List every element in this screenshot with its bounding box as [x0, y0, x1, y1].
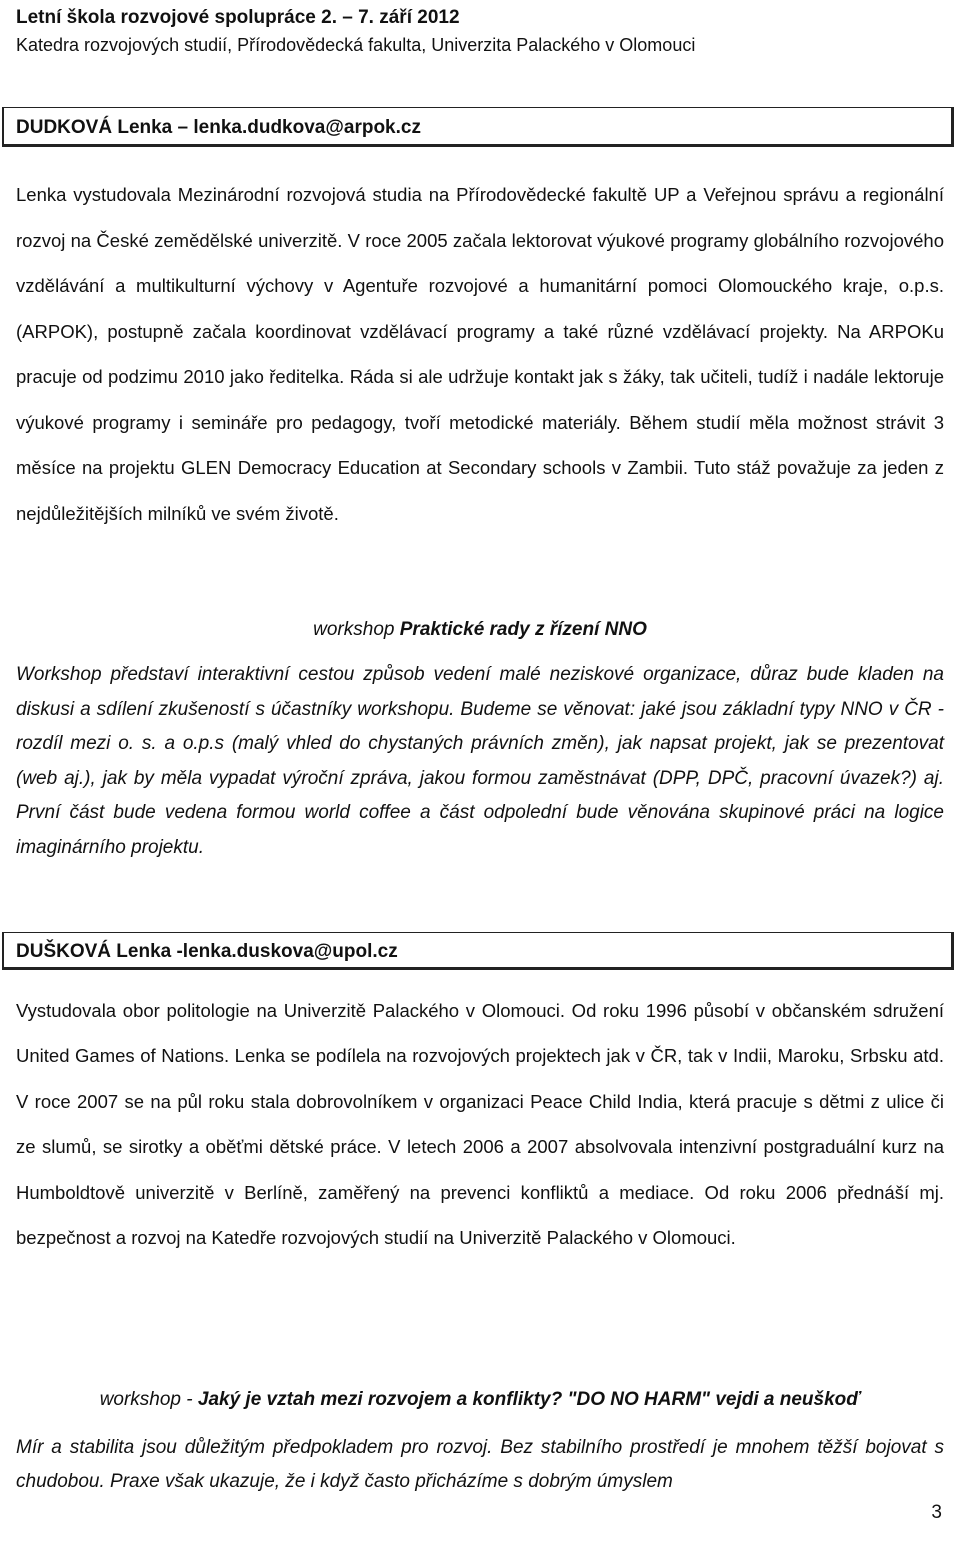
page-header [16, 4, 946, 58]
dudkova-bio [16, 172, 944, 536]
page-number: 3 [931, 1502, 942, 1523]
workshop-1-name: Praktické rady z řízení NNO [399, 619, 647, 640]
workshop-1-title [0, 615, 960, 645]
workshop-2-name: Jaký je vztah mezi rozvojem a konflikty? "DO NO HARM" vejdi a neuškoď [197, 1389, 861, 1410]
institution-line: Katedra rozvojových studií, Přírodovědecká fakulta, Univerzita Palackého v Olomouci [16, 35, 696, 55]
event-title: Letní škola rozvojové spolupráce 2. – 7. září 2012 [16, 7, 460, 28]
workshop-2-description-text: Mír a stabilita jsou důležitým předpokladem pro rozvoj. Bez stabilního prostředí je mnohem těžší bojovat s chudobou. Praxe však ukazuje, že i když často přicházíme s dobrým úmyslem [16, 1437, 944, 1492]
workshop-1-description [16, 658, 944, 865]
duskova-heading: DUŠKOVÁ Lenka -lenka.duskova@upol.cz [16, 941, 398, 962]
dudkova-heading: DUDKOVÁ Lenka – lenka.dudkova@arpok.cz [16, 117, 421, 138]
dudkova-heading-box [2, 107, 954, 147]
workshop-2-prefix: workshop - [99, 1389, 198, 1410]
workshop-1-description-text: Workshop představí interaktivní cestou způsob vedení malé neziskové organizace, důraz bude kladen na diskusi a sdílení zkušeností s účastníky workshopu. Budeme se věnovat: jaké jsou základní typy NNO v ČR - rozdíl mezi o. s. a o.p.s (malý vhled do chystaných právních změn), jak napsat projekt, jak se prezentovat (web aj.), jak by měla vypadat výroční zpráva, jakou formou zaměstnávat (DPP, DPČ, pracovní úvazek?) aj. První část bude vedena formou world coffee a část odpolední bude věnována skupinové práci na logice imaginárního projektu. [16, 664, 944, 858]
dudkova-bio-text: Lenka vystudovala Mezinárodní rozvojová studia na Přírodovědecké fakultě UP a Veřejnou správu a regionální rozvoj na České zemědělské univerzitě. V roce 2005 začala lektorovat výukové programy globálního rozvojového vzdělávání a multikulturní výchovy v Agentuře rozvojové a humanitární pomoci Olomouckého kraje, o.p.s. (ARPOK), postupně začala koordinovat vzdělávací programy a také různé vzdělávací projekty. Na ARPOKu pracuje od podzimu 2010 jako ředitelka. Ráda si ale udržuje kontakt jak s žáky, tak učiteli, tudíž i nadále lektoruje výukové programy i semináře pro pedagogy, tvoří metodické materiály. Během studií měla možnost strávit 3 měsíce na projektu GLEN Democracy Education at Secondary schools v Zambii. Tuto stáž považuje za jeden z nejdůležitějších milníků ve svém životě. [16, 184, 944, 524]
duskova-bio [16, 988, 944, 1260]
duskova-bio-text: Vystudovala obor politologie na Univerzitě Palackého v Olomouci. Od roku 1996 působí v občanském sdružení United Games of Nations. Lenka se podílela na rozvojových projektech jak v ČR, tak v Indii, Maroku, Srbsku atd. V roce 2007 se na půl roku stala dobrovolníkem v organizaci Peace Child India, která pracuje s dětmi z ulice či ze slumů, se sirotky a oběťmi dětské práce. V letech 2006 a 2007 absolvovala intenzivní postgraduální kurz na Humboldtově univerzitě v Berlíně, zaměřený na prevenci konfliktů a mediace. Od roku 2006 přednáší mj. bezpečnost a rozvoj na Katedře rozvojových studií na Univerzitě Palackého v Olomouci. [16, 1000, 944, 1249]
workshop-1-prefix: workshop [313, 619, 400, 640]
workshop-2-description [16, 1431, 944, 1499]
workshop-2-title [0, 1385, 960, 1415]
duskova-heading-box [2, 932, 954, 970]
